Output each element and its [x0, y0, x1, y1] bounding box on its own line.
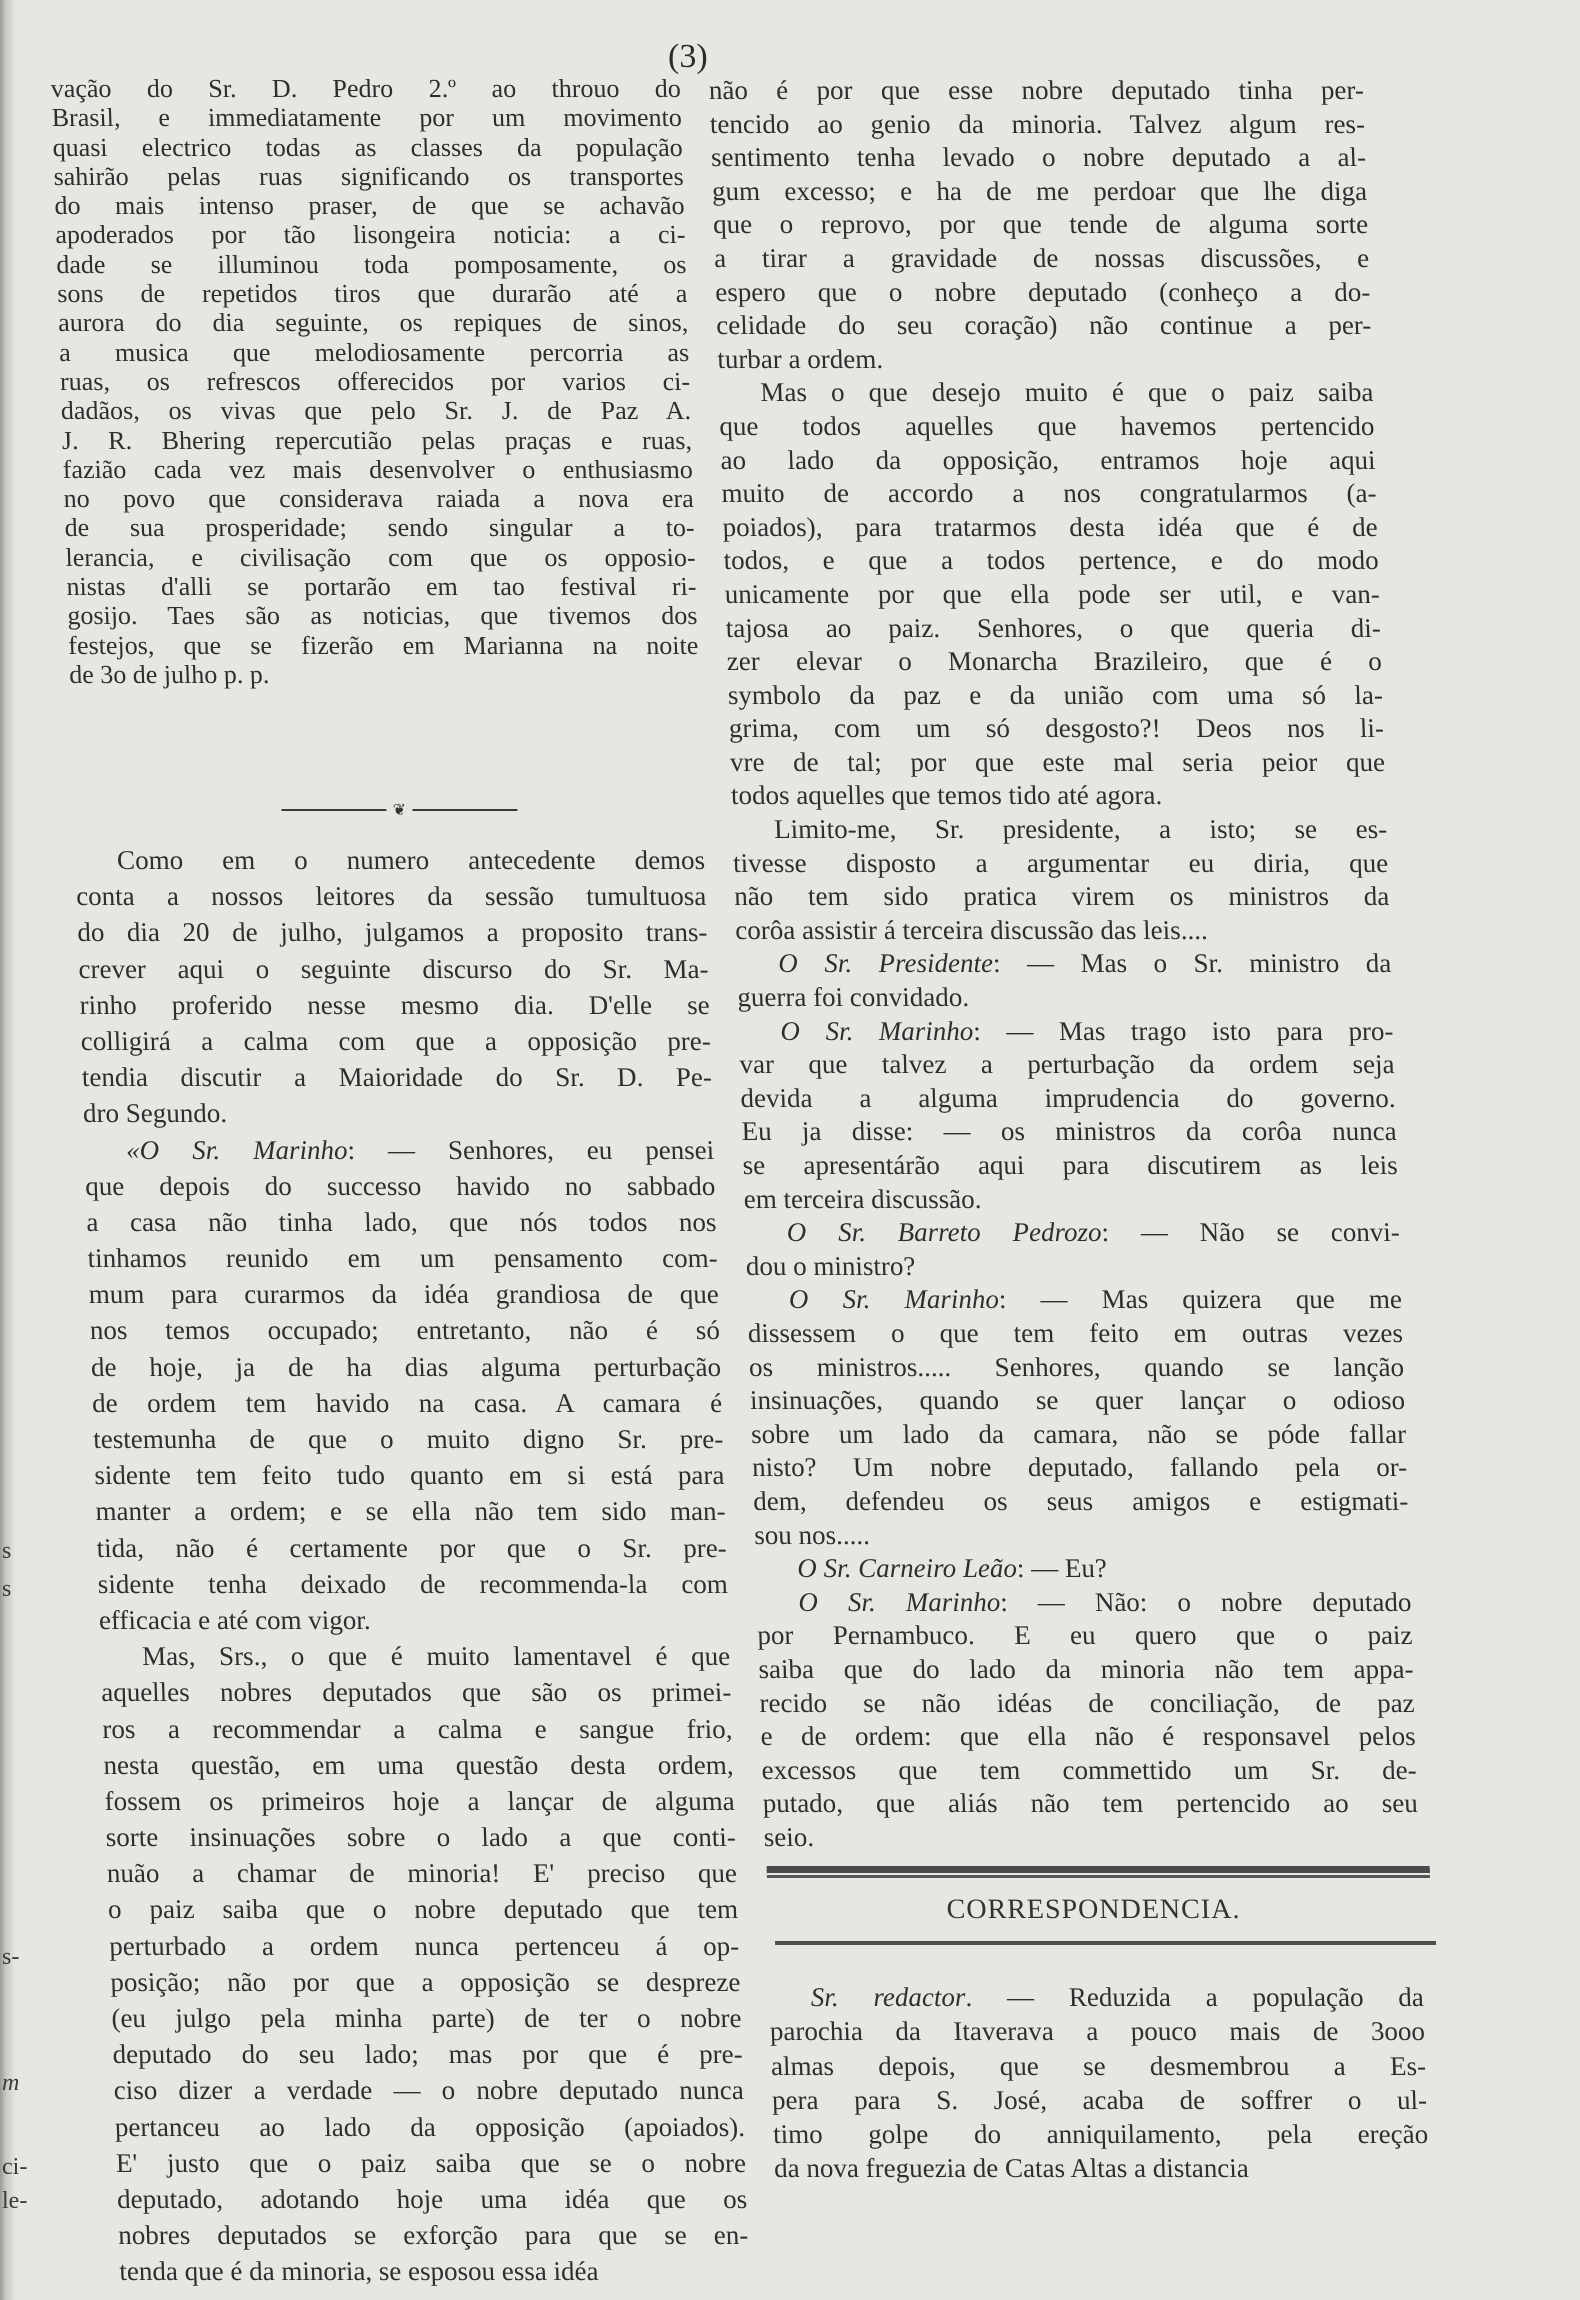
text-line: sidente tenha deixado de recommenda-la com: [97, 1568, 729, 1599]
text-line: sidente tem feito tudo quanto em si está para: [93, 1460, 725, 1491]
text-line: devida a alguma imprudencia do governo.: [740, 1082, 1396, 1113]
text-line: fazião cada vez mais desenvolver o enthusiasmo: [62, 454, 694, 484]
text-line: sou nos.....: [753, 1519, 871, 1550]
marinho-speech-article: [74, 842, 749, 2290]
text-line: tajosa ao paiz. Senhores, o que queria di-: [725, 612, 1382, 643]
text-line: conta a nossos leitores da sessão tumultuosa: [75, 881, 707, 912]
text-line: que todos aquelles que havemos pertencido: [718, 410, 1375, 441]
speech-text: . — Reduzida a população da: [964, 1982, 1425, 2012]
speaker-name: O Sr. Marinho: [797, 1586, 1001, 1617]
text-line: quasi electrico todas as classes da população: [52, 132, 684, 162]
text-line: aurora do dia seguinte, os repiques de sinos,: [57, 308, 689, 338]
text-line: vre de tal; por que este mal seria peior que: [729, 746, 1386, 777]
text-line: dadãos, os vivas que pelo Sr. J. de Paz A.: [60, 396, 692, 426]
text-line: de hoje, ja de ha dias alguma perturbação: [90, 1351, 722, 1382]
text-line: não tem sido pratica virem os ministros da: [733, 881, 1390, 912]
speech-text: : — Não: o nobre deputado: [999, 1586, 1412, 1617]
text-line: fossem os primeiros hoje a lançar de alguma: [104, 1785, 736, 1816]
text-line: de sua prosperidade; sendo singular a to-: [64, 513, 696, 543]
text-line: efficacia e até com vigor.: [98, 1604, 371, 1635]
speech-text: : — Senhores, eu pensei: [346, 1134, 715, 1165]
text-line: posição; não por que a opposição se despreze: [109, 1966, 741, 1997]
text-line: ao lado da opposição, entramos hoje aqui: [719, 444, 1376, 475]
text-line: não é por que esse nobre deputado tinha per-: [708, 75, 1365, 105]
text-line: saiba que do lado da minoria não tem appa-: [757, 1653, 1414, 1684]
text-line: [84, 1132, 715, 1168]
speech-text: : — Não se convi-: [1100, 1217, 1401, 1248]
speaker-name: O Sr. Presidente: [777, 948, 994, 979]
speech-text: : — Eu?: [1016, 1553, 1108, 1584]
margin-fragment: s: [2, 1538, 12, 1564]
text-line: nisto? Um nobre deputado, fallando pela or-: [751, 1452, 1408, 1483]
text-line: aquelles nobres deputados que são os primei-: [100, 1677, 732, 1708]
text-line: Como em o numero antecedente demos: [116, 845, 706, 875]
section-heading-correspondencia: CORRESPONDENCIA.: [946, 1894, 1241, 1925]
text-line: da nova freguezia de Catas Altas a distancia: [773, 2153, 1250, 2184]
text-line: que depois do successo havido no sabbado: [84, 1170, 716, 1201]
text-line: tida, não é certamente por que o Sr. pre-: [96, 1532, 728, 1563]
section-rule-bottom: [775, 1941, 1436, 1945]
text-line: almas depois, que se desmembrou a Es-: [770, 2050, 1427, 2081]
text-line: (eu julgo pela minha parte) de ter o nobre: [110, 2003, 742, 2033]
text-line: tendia discutir a Maioridade do Sr. D. Pe-: [81, 1062, 713, 1093]
text-line: symbolo da paz e da união com uma só la-: [727, 679, 1384, 710]
text-line: gosijo. Taes são as noticias, que tivemos dos: [66, 601, 698, 631]
text-line: zer elevar o Monarcha Brazileiro, que é o: [726, 646, 1383, 677]
correspondence-letter: [768, 1980, 1429, 2186]
text-line: nobres deputados se exforção para que se en-: [117, 2220, 749, 2251]
text-line: nesta questão, em uma questão desta ordem,: [102, 1749, 734, 1780]
text-line: excessos que tem commettido um Sr. de-: [761, 1754, 1418, 1785]
text-line: nistas d'alli se portarão em tao festival ri-: [65, 572, 697, 602]
section-divider-ornament: [281, 800, 518, 820]
paragraph: [50, 74, 699, 689]
fleuron-icon: ❦: [392, 802, 407, 819]
margin-fragment: m: [2, 2070, 20, 2096]
text-line: [736, 947, 1392, 981]
paragraph: [738, 1015, 1399, 1217]
divider-rule: [412, 809, 517, 811]
text-line: corôa assistir á terceira discussão das leis....: [734, 914, 1209, 945]
text-line: do mais intenso praser, de que se achavão: [54, 191, 685, 221]
text-line: dissessem o que tem feito em outras vezes: [747, 1317, 1404, 1348]
text-line: no povo que considerava raiada a nova era: [63, 484, 695, 514]
text-line: sobre um lado da camara, não se póde fallar: [750, 1418, 1407, 1449]
text-line: os ministros..... Senhores, quando se lanção: [748, 1351, 1405, 1382]
speaker-name: O Sr. Marinho: [788, 1284, 1000, 1315]
text-line: deputado, adotando hoje uma idéa que os: [116, 2183, 748, 2214]
text-line: tenda que é da minoria, se esposou essa idéa: [118, 2256, 599, 2287]
text-line: dro Segundo.: [82, 1098, 228, 1129]
text-line: E' justo que o paiz saiba que se o nobre: [115, 2147, 747, 2178]
margin-fragment: s-: [2, 1944, 20, 1970]
text-line: nuão a chamar de minoria! E' preciso que: [106, 1858, 738, 1889]
text-line: crever aqui o seguinte discurso do Sr. Ma-: [77, 953, 709, 984]
margin-fragment: le-: [2, 2188, 28, 2214]
text-line: espero que o nobre deputado (conheço a do-: [714, 276, 1371, 307]
text-line: ruas, os refrescos offerecidos por varios ci-: [59, 366, 691, 396]
text-line: o paiz saiba que o nobre deputado que tem: [107, 1894, 739, 1925]
text-line: dou o ministro?: [745, 1250, 916, 1281]
text-line: tivesse disposto a argumentar eu diria, que: [732, 847, 1389, 878]
text-line: a casa não tinha lado, que nós todos nos: [85, 1206, 717, 1237]
news-tail-text: [50, 74, 699, 689]
text-line: J. R. Bhering repercutião pelas praças e ruas,: [61, 425, 693, 455]
speaker-name: Sr. redactor: [810, 1982, 966, 2012]
speaker-name: O Sr. Barreto Pedrozo: [786, 1217, 1102, 1248]
text-line: testemunha de que o muito digno Sr. pre-: [92, 1424, 724, 1454]
text-line: lerancia, e civilisação com que os opposio-: [65, 542, 696, 572]
text-line: sahirão pelas ruas significando os transportes: [53, 161, 684, 191]
paragraph: [732, 813, 1391, 947]
text-line: apoderados por tão lisongeira noticia: a ci-: [54, 220, 686, 250]
paragraph: [736, 947, 1393, 1014]
paragraph: [756, 1586, 1419, 1855]
speech-text: : — Mas quizera que me: [998, 1284, 1403, 1315]
text-line: festejos, que se fizerão em Marianna na noite: [67, 630, 699, 660]
page-number: (3): [668, 38, 708, 75]
text-line: seio.: [763, 1821, 815, 1852]
text-line: insinuações, quando se quer lançar o odioso: [749, 1385, 1406, 1416]
text-line: poiados), para tratarmos desta idéa que é de: [722, 511, 1379, 542]
text-line: sorte insinuações sobre o lado a que conti-: [105, 1822, 737, 1853]
text-line: e de ordem: que ella não é responsavel pelos: [760, 1721, 1417, 1752]
text-line: pertanceu ao lado da opposição (apoiados).: [114, 2111, 746, 2142]
text-line: var que talvez a perturbação da ordem seja: [738, 1049, 1395, 1080]
paragraph: [744, 1216, 1401, 1283]
text-line: tencido ao genio da minoria. Talvez algum res-: [709, 108, 1366, 139]
text-line: [746, 1283, 1402, 1317]
speaker-name: «O Sr. Marinho: [125, 1134, 348, 1165]
text-line: deputado do seu lado; mas por que é pre-: [112, 2039, 744, 2070]
text-line: ciso dizer a verdade — o nobre deputado nunca: [113, 2075, 745, 2106]
text-line: Limito-me, Sr. presidente, a isto; se es-: [773, 814, 1388, 845]
speech-continuation-text: [708, 74, 1419, 1854]
text-line: unicamente por que ella pode ser util, e van-: [724, 578, 1381, 609]
text-line: vação do Sr. D. Pedro 2.º ao throuo do: [50, 74, 682, 103]
text-line: todos aquelles que temos tido até agora.: [730, 780, 1163, 811]
speaker-name: O Sr. Carneiro Leão: [796, 1553, 1018, 1584]
text-line: dem, defendeu os seus amigos e estigmati-: [752, 1485, 1409, 1516]
text-line: turbar a ordem.: [716, 343, 884, 374]
paragraph: [99, 1638, 749, 2289]
text-line: tinhamos reunido em um pensamento com-: [87, 1243, 719, 1274]
text-line: de ordem tem havido na casa. A camara é: [91, 1387, 723, 1418]
text-line: Brasil, e immediatamente por um movimento: [51, 103, 683, 133]
paragraph: [708, 74, 1373, 376]
text-line: de 3o de julho p. p.: [68, 659, 270, 689]
text-line: Eu ja disse: — os ministros da corôa nunca: [741, 1116, 1398, 1147]
text-line: que o reprovo, por que tende de alguma sorte: [712, 209, 1369, 240]
margin-fragment: s: [2, 1576, 12, 1602]
text-line: a tirar a gravidade de nossas discussões, e: [713, 242, 1370, 273]
speech-text: : — Mas o Sr. ministro da: [992, 948, 1392, 979]
text-line: [768, 1980, 1424, 2014]
text-line: grima, com um só desgosto?! Deos nos li-: [728, 713, 1385, 744]
text-line: ros a recommendar a calma e sangue frio,: [101, 1713, 733, 1744]
text-line: se apresentárão aqui para discutirem as leis: [742, 1150, 1399, 1180]
right-column: [706, 0, 1433, 2300]
text-line: pera para S. José, acaba de soffrer o ul-: [771, 2084, 1428, 2115]
text-line: muito de accordo a nos congratularmos (a-: [721, 478, 1377, 509]
text-line: rinho proferido nesse mesmo dia. D'elle se: [79, 989, 711, 1020]
text-line: sons de repetidos tiros que durarão até a: [56, 279, 688, 309]
text-line: por Pernambuco. E eu quero que o paiz: [756, 1620, 1413, 1651]
text-line: recido se não idéas de conciliação, de paz: [759, 1687, 1415, 1718]
text-line: mum para curarmos da idéa grandiosa de que: [88, 1279, 720, 1310]
divider-rule: [281, 809, 386, 811]
paragraph: [746, 1283, 1409, 1552]
speech-text: : — Mas trago isto para pro-: [972, 1015, 1394, 1046]
text-line: dade se illuminou toda pomposamente, os: [55, 249, 687, 279]
text-line: [738, 1015, 1394, 1049]
text-line: timo golpe do anniquilamento, pela ereção: [772, 2119, 1429, 2150]
paragraph: [718, 376, 1387, 813]
text-line: [755, 1552, 1411, 1586]
paragraph: [84, 1132, 730, 1639]
text-line: Mas o que desejo muito é que o paiz saiba: [759, 377, 1374, 408]
text-line: manter a ordem; e se ella não tem sido man-: [95, 1496, 726, 1527]
text-line: perturbado a ordem nunca pertenceu á op-: [108, 1930, 740, 1961]
left-column: [48, 0, 750, 2300]
text-line: nos temos occupado; entretanto, não é só: [89, 1315, 721, 1346]
text-line: celidade do seu coração) não continue a per-: [715, 310, 1372, 341]
text-line: a musica que melodiosamente percorria as: [58, 337, 690, 367]
text-line: guerra foi convidado.: [736, 982, 970, 1013]
speaker-name: O Sr. Marinho: [779, 1015, 974, 1046]
text-line: Mas, Srs., o que é muito lamentavel é que: [141, 1641, 731, 1672]
text-line: sentimento tenha levado o nobre deputado a al-: [710, 142, 1367, 173]
text-line: colligirá a calma com que a opposição pre-: [80, 1025, 712, 1056]
text-line: gum excesso; e ha de me perdoar que lhe diga: [711, 175, 1368, 206]
section-rule-top: [767, 1866, 1430, 1875]
text-line: todos, e que a todos pertence, e do modo: [723, 545, 1380, 576]
text-line: do dia 20 de julho, julgamos a proposito trans-: [76, 917, 708, 948]
text-line: [756, 1586, 1412, 1620]
text-line: [744, 1216, 1400, 1250]
paragraph: [768, 1980, 1429, 2186]
text-line: em terceira discussão.: [743, 1183, 982, 1214]
text-line: parochia da Itaverava a pouco mais de 3ooo: [769, 2016, 1426, 2047]
text-line: putado, que aliás não tem pertencido ao seu: [762, 1788, 1419, 1819]
margin-fragment: ci-: [2, 2154, 28, 2180]
paragraph: [74, 842, 713, 1132]
paragraph: [755, 1552, 1411, 1586]
